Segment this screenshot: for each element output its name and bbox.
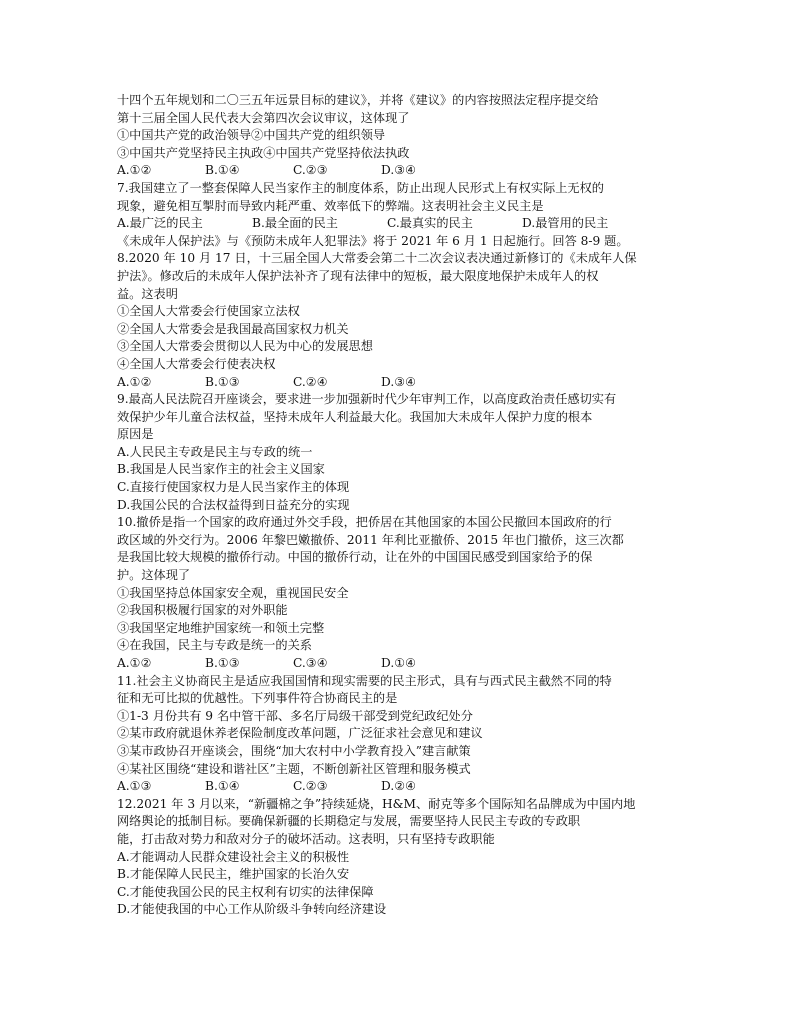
option-a: A.最广泛的民主 bbox=[117, 216, 203, 231]
stem-line: 益。这表明 bbox=[117, 286, 178, 301]
statement: ③中国共产党坚持民主执政④中国共产党坚持依法执政 bbox=[117, 145, 410, 160]
statement: ④在我国，民主与专政是统一的关系 bbox=[117, 638, 312, 653]
option-c: C.③④ bbox=[293, 656, 328, 670]
stem-line: 第十三届全国人民代表大会第四次会议审议，这体现了 bbox=[117, 110, 410, 125]
statement: ①全国人大常委会行使国家立法权 bbox=[117, 304, 300, 319]
exam-content bbox=[117, 92, 682, 919]
choice-a: A.才能调动人民群众建设社会主义的积极性 bbox=[117, 849, 350, 864]
option-b: B.①③ bbox=[205, 374, 240, 389]
stem-line: 是我国比较大规模的撤侨行动。中国的撤侨行动，让在外的中国国民感受到国家给予的保 bbox=[117, 550, 593, 565]
stem-line: 8.2020 年 10 月 17 日，十三届全国人大常委会第二十二次会议表决通过新修订的《未成年人保 bbox=[117, 251, 637, 266]
choice-b: B.才能保障人民民主，维护国家的长治久安 bbox=[117, 867, 350, 882]
option-a: A.①③ bbox=[117, 779, 152, 794]
option-b: B.①④ bbox=[205, 779, 240, 794]
statement: ①1-3 月份共有 9 名中管干部、多名厅局级干部受到党纪政纪处分 bbox=[117, 708, 473, 723]
option-c: C.最真实的民主 bbox=[387, 216, 473, 231]
choice-a: A.人民民主专政是民主与专政的统一 bbox=[117, 444, 313, 459]
stem-line: 护法》。修改后的未成年人保护法补齐了现有法律中的短板，最大限度地保护未成年人的权 bbox=[117, 268, 599, 283]
option-row bbox=[117, 374, 682, 392]
question-11 bbox=[117, 673, 682, 796]
option-b: B.①③ bbox=[205, 656, 240, 670]
option-d: D.③④ bbox=[381, 374, 417, 389]
option-row bbox=[117, 162, 682, 180]
question-7 bbox=[117, 180, 682, 233]
statement: ①中国共产党的政治领导②中国共产党的组织领导 bbox=[117, 128, 386, 143]
question-12 bbox=[117, 796, 682, 919]
option-d: D.③④ bbox=[381, 163, 417, 178]
question-9 bbox=[117, 391, 682, 514]
stem-line: 10.撤侨是指一个国家的政府通过外交手段，把侨居在其他国家的本国公民撤回本国政府的行 bbox=[117, 515, 612, 530]
question-10 bbox=[117, 514, 682, 672]
stem-line: 9.最高人民法院召开座谈会，要求进一步加强新时代少年审判工作，以高度政治责任感切实有 bbox=[117, 392, 617, 407]
stem-line: 7.我国建立了一整套保障人民当家作主的制度体系，防止出现人民形式上有权实际上无权的 bbox=[117, 180, 604, 195]
statement: ④全国人大常委会行使表决权 bbox=[117, 356, 276, 371]
option-a: A.①② bbox=[117, 656, 152, 670]
question-8 bbox=[117, 250, 682, 391]
option-d: D.最管用的民主 bbox=[522, 216, 609, 231]
choice-d: D.才能使我国的中心工作从阶级斗争转向经济建设 bbox=[117, 902, 387, 917]
stem-line: 11.社会主义协商民主是适应我国国情和现实需要的民主形式，具有与西式民主截然不同的特 bbox=[117, 673, 612, 688]
choice-c: C.才能使我国公民的民主权利有切实的法律保障 bbox=[117, 884, 374, 899]
stem-line: 护。这体现了 bbox=[117, 568, 191, 583]
option-row bbox=[117, 655, 682, 673]
option-d: D.①④ bbox=[381, 656, 417, 670]
choice-d: D.我国公民的合法权益得到日益充分的实现 bbox=[117, 497, 350, 512]
stem-line: 十四个五年规划和二〇三五年远景目标的建议》，并将《建议》的内容按照法定程序提交给 bbox=[117, 93, 599, 107]
option-b: B.最全面的民主 bbox=[252, 216, 338, 231]
statement: ②我国积极履行国家的对外职能 bbox=[117, 603, 288, 618]
stem-line: 12.2021 年 3 月以来，“新疆棉之争”持续延烧，H&M、耐克等多个国际知名品牌成为中国内地 bbox=[117, 796, 636, 811]
group-instruction: 《未成年人保护法》与《预防未成年人犯罪法》将于 2021 年 6 月 1 日起施行。回答 8-9 题。 bbox=[117, 233, 629, 248]
stem-line: 网络舆论的抵制目标。要确保新疆的长期稳定与发展，需要坚持人民民主专政的专政职 bbox=[117, 814, 581, 829]
option-row bbox=[117, 215, 682, 233]
statement: ①我国坚持总体国家安全观，重视国民安全 bbox=[117, 585, 349, 600]
option-a: A.①② bbox=[117, 374, 152, 389]
stem-line: 现象，避免相互掣肘而导致内耗严重、效率低下的弊端。这表明社会主义民主是 bbox=[117, 198, 544, 213]
statement: ②全国人大常委会是我国最高国家权力机关 bbox=[117, 321, 349, 336]
stem-line: 效保护少年儿童合法权益，坚持未成年人利益最大化。我国加大未成年人保护力度的根本 bbox=[117, 409, 593, 424]
choice-b: B.我国是人民当家作主的社会主义国家 bbox=[117, 462, 325, 477]
question-6-continuation bbox=[117, 92, 682, 180]
option-c: C.②④ bbox=[293, 374, 328, 389]
stem-line: 征和无可比拟的优越性。下列事件符合协商民主的是 bbox=[117, 691, 398, 706]
statement: ③我国坚定地维护国家统一和领土完整 bbox=[117, 620, 325, 635]
stem-line: 能，打击敌对势力和敌对分子的破坏活动。这表明，只有坚持专政职能 bbox=[117, 831, 495, 846]
option-a: A.①② bbox=[117, 163, 152, 178]
stem-line: 原因是 bbox=[117, 427, 154, 442]
choice-c: C.直接行使国家权力是人民当家作主的体现 bbox=[117, 480, 350, 495]
option-c: C.②③ bbox=[293, 779, 328, 794]
option-b: B.①④ bbox=[205, 163, 240, 178]
statement: ③全国人大常委会贯彻以人民为中心的发展思想 bbox=[117, 339, 373, 354]
statement: ②某市政府就退休养老保险制度改革问题，广泛征求社会意见和建议 bbox=[117, 726, 483, 741]
stem-line: 政区域的外交行为。2006 年黎巴嫩撤侨、2011 年利比亚撤侨、2015 年也门撤侨，这三次都 bbox=[117, 532, 624, 547]
option-d: D.②④ bbox=[381, 779, 417, 794]
option-row bbox=[117, 778, 682, 796]
option-c: C.②③ bbox=[293, 163, 328, 178]
statement: ④某社区围绕“建设和谐社区”主题，不断创新社区管理和服务模式 bbox=[117, 761, 471, 776]
statement: ③某市政协召开座谈会，围绕“加大农村中小学教育投入”建言献策 bbox=[117, 743, 471, 758]
